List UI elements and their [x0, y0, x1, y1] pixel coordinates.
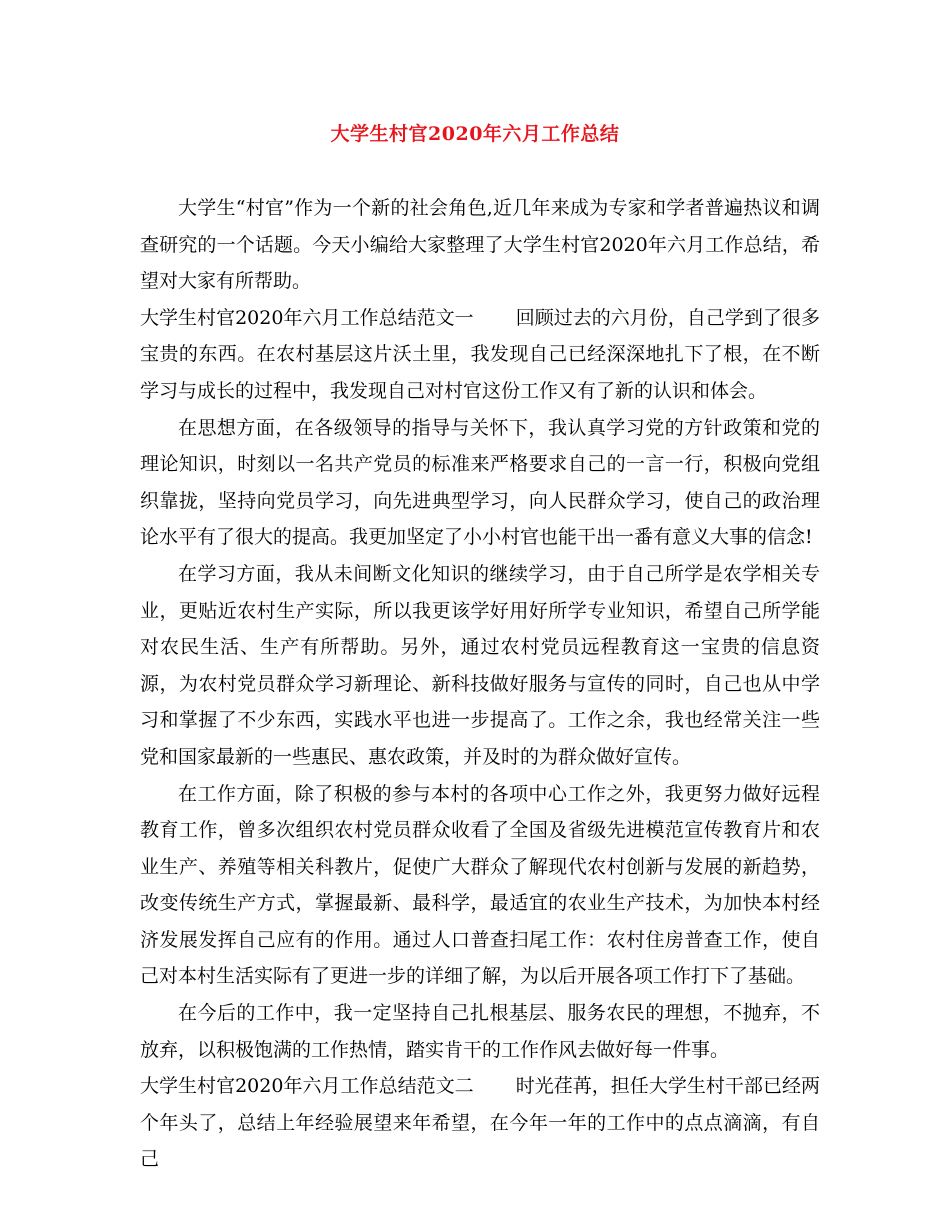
- document-title: 大学生村官2020年六月工作总结: [330, 123, 620, 145]
- sample-one-heading: 大学生村官2020年六月工作总结范文一: [140, 306, 474, 329]
- future-paragraph: 在今后的工作中，我一定坚持自己扎根基层、服务农民的理想，不抛弃，不放弃，以积极饱满的工作热情，踏实肯干的工作作风去做好每一件事。: [140, 1002, 820, 1061]
- sample-two-first-text: 时光荏苒，担任大学生村干部已经两个年头了，总结上年经验展望来年希望，在今年一年的工作中的点点滴滴，有自己: [140, 1075, 820, 1171]
- thought-paragraph: 在思想方面，在各级领导的指导与关怀下，我认真学习党的方针政策和党的理论知识，时刻以一名共产党员的标准来严格要求自己的一言一行，积极向党组织靠拢，坚持向党员学习，向先进典型学习，向人民群众学习，使自己的政治理论水平有了很大的提高。我更加坚定了小小村官也能干出一番有意义大事的信念!: [140, 416, 820, 549]
- work-paragraph: 在工作方面，除了积极的参与本村的各项中心工作之外，我更努力做好远程教育工作，曾多次组织农村党员群众收看了全国及省级先进模范宣传教育片和农业生产、养殖等相关科教片，促使广大群众了解现代农村创新与发展的新趋势，改变传统生产方式，掌握最新、最科学，最适宜的农业生产技术，为加快本村经济发展发挥自己应有的作用。通过人口普查扫尾工作：农村住房普查工作，使自己对本村生活实际有了更进一步的详细了解，为以后开展各项工作打下了基础。: [140, 782, 820, 988]
- sample-two-heading: 大学生村官2020年六月工作总结范文二: [140, 1075, 474, 1098]
- sample-one-paragraph: [140, 300, 820, 410]
- sample-one-first-text: 回顾过去的六月份，自己学到了很多宝贵的东西。在农村基层这片沃土里，我发现自己已经深深地扎下了根，在不断学习与成长的过程中，我发现自己对村官这份工作又有了新的认识和体会。: [140, 306, 820, 402]
- intro-paragraph: 大学生“村官”作为一个新的社会角色,近几年来成为专家和学者普遍热议和调查研究的一个话题。今天小编给大家整理了大学生村官2020年六月工作总结，希望对大家有所帮助。: [140, 197, 820, 293]
- document-body: [140, 190, 820, 1178]
- study-paragraph: 在学习方面，我从未间断文化知识的继续学习，由于自己所学是农学相关专业，更贴近农村生产实际，所以我更该学好用好所学专业知识，希望自己所学能对农民生活、生产有所帮助。另外，通过农村党员远程教育这一宝贵的信息资源，为农村党员群众学习新理论、新科技做好服务与宣传的同时，自己也从中学习和掌握了不少东西，实践水平也进一步提高了。工作之余，我也经常关注一些党和国家最新的一些惠民、惠农政策，并及时的为群众做好宣传。: [140, 562, 820, 768]
- sample-two-paragraph: [140, 1068, 820, 1178]
